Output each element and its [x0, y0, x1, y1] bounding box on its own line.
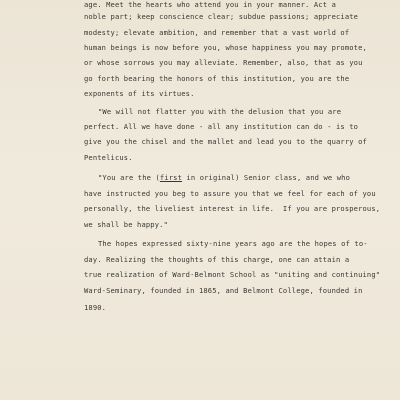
text-line-8: "We will not flatter you with the delusion that you are — [98, 107, 342, 116]
text-line-14: personally, the liveliest interest in life. If you are prosperous, — [84, 204, 381, 213]
text-line-15: we shall be happy." — [84, 220, 168, 229]
text-line-11: Pentelicus. — [84, 153, 133, 162]
text-line-1: age. Meet the hearts who attend you in your manner. Act a — [84, 0, 336, 9]
text-line-6: go forth bearing the honors of this institution, you are the — [84, 74, 350, 83]
text-line-13: have instructed you beg to assure you that we feel for each of you — [84, 189, 376, 198]
text-line-5: or whose sorrows you may alleviate. Remember, also, that as you — [84, 58, 363, 67]
text-line-9: perfect. All we have done - all any institution can do - is to — [84, 122, 359, 131]
text-line-17: day. Realizing the thoughts of this charge, one can attain a — [84, 255, 350, 264]
text-line-12 — [98, 173, 350, 182]
text-line-3: modesty; elevate ambition, and remember that a vast world of — [84, 28, 350, 37]
text-line-10: give you the chisel and the mallet and lead you to the quarry of — [84, 137, 367, 146]
text-line-2: noble part; keep conscience clear; subdue passions; appreciate — [84, 12, 359, 21]
text-line-12-start: "You are the ( — [98, 173, 160, 182]
text-line-4: human beings is now before you, whose happiness you may promote, — [84, 43, 367, 52]
underlined-word: first — [159, 173, 183, 182]
text-line-16: The hopes expressed sixty-nine years ago are the hopes of to- — [98, 239, 368, 248]
text-line-12-end: in original) Senior class, and we who — [182, 173, 351, 182]
text-line-19: Ward-Seminary, founded in 1865, and Belmont College, founded in — [84, 286, 363, 295]
text-line-20: 1890. — [84, 303, 107, 312]
text-line-18: true realization of Ward-Belmont School as "uniting and continuing" — [84, 270, 381, 279]
text-line-7: exponents of its virtues. — [84, 89, 195, 98]
